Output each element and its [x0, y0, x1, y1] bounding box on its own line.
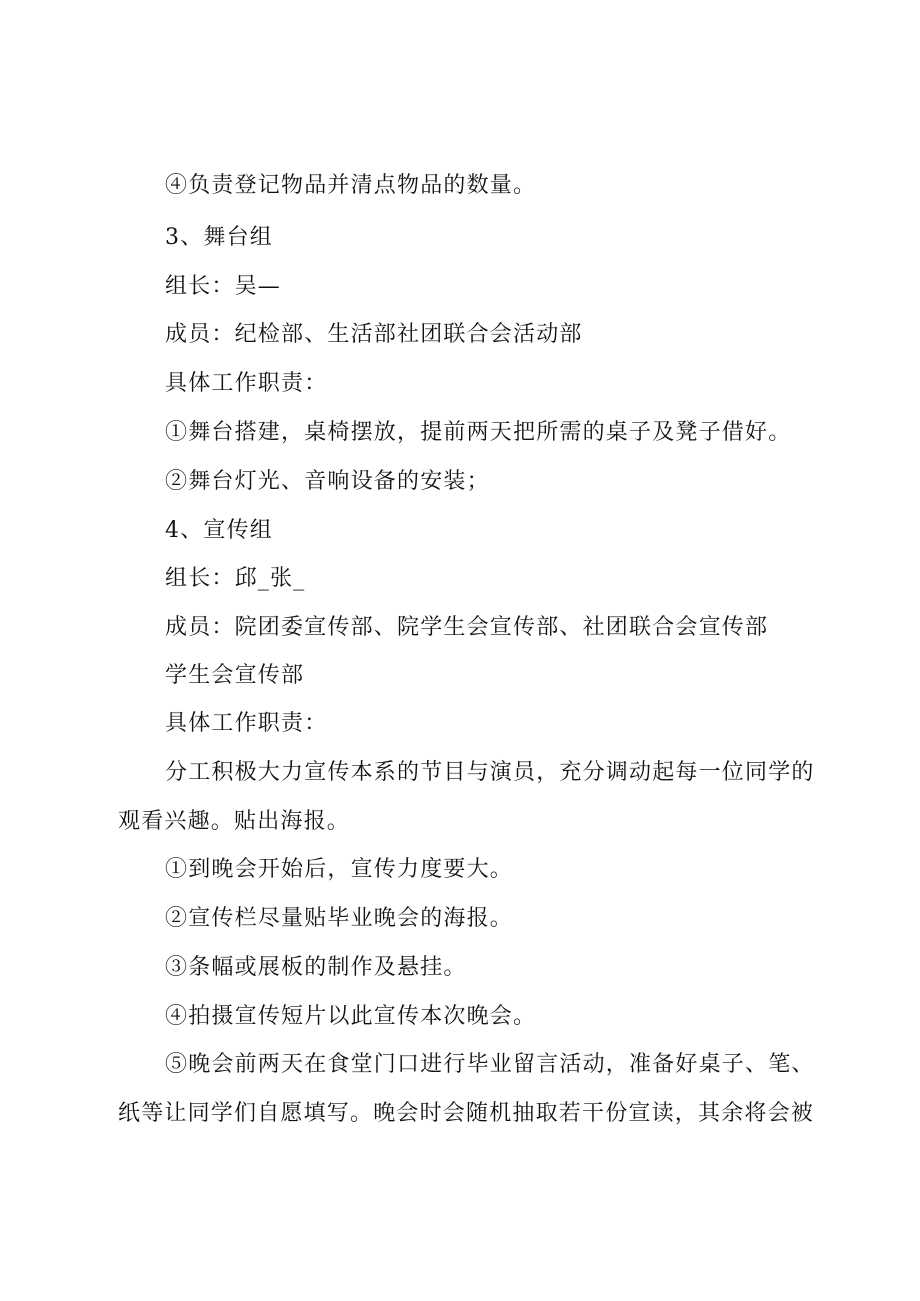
document-line: 成员：院团委宣传部、院学生会宣传部、社团联合会宣传部: [165, 615, 769, 640]
paragraph-line: 纸等让同学们自愿填写。晚会时会随机抽取若干份宣读，其余将会被: [118, 1101, 815, 1126]
document-line: ②宣传栏尽量贴毕业晚会的海报。: [165, 906, 514, 931]
document-line: ①舞台搭建，桌椅摆放，提前两天把所需的桌子及凳子借好。: [165, 420, 792, 445]
section-heading-stage-group: 3、舞台组: [165, 225, 273, 250]
document-line: ①到晚会开始后，宣传力度要大。: [165, 857, 514, 882]
document-line: ②舞台灯光、音响设备的安装；: [165, 469, 490, 494]
document-line: ④拍摄宣传短片以此宣传本次晚会。: [165, 1004, 537, 1029]
document-line: 成员：纪检部、生活部社团联合会活动部: [165, 322, 583, 347]
document-line: 学生会宣传部: [165, 663, 305, 688]
paragraph-line: 观看兴趣。贴出海报。: [118, 809, 351, 834]
paragraph-line: ⑤晚会前两天在食堂门口进行毕业留言活动，准备好桌子、笔、: [165, 1052, 815, 1077]
document-line: ④负责登记物品并清点物品的数量。: [165, 173, 537, 198]
document-line: 组长：吴—: [165, 274, 282, 299]
document-line: 具体工作职责：: [165, 371, 328, 396]
document-line: ③条幅或展板的制作及悬挂。: [165, 955, 467, 980]
section-heading-publicity-group: 4、宣传组: [165, 518, 273, 543]
document-line: 具体工作职责：: [165, 711, 328, 736]
paragraph-line: 分工积极大力宣传本系的节目与演员，充分调动起每一位同学的: [165, 760, 815, 785]
document-line: 组长：邱_张_: [165, 566, 306, 591]
